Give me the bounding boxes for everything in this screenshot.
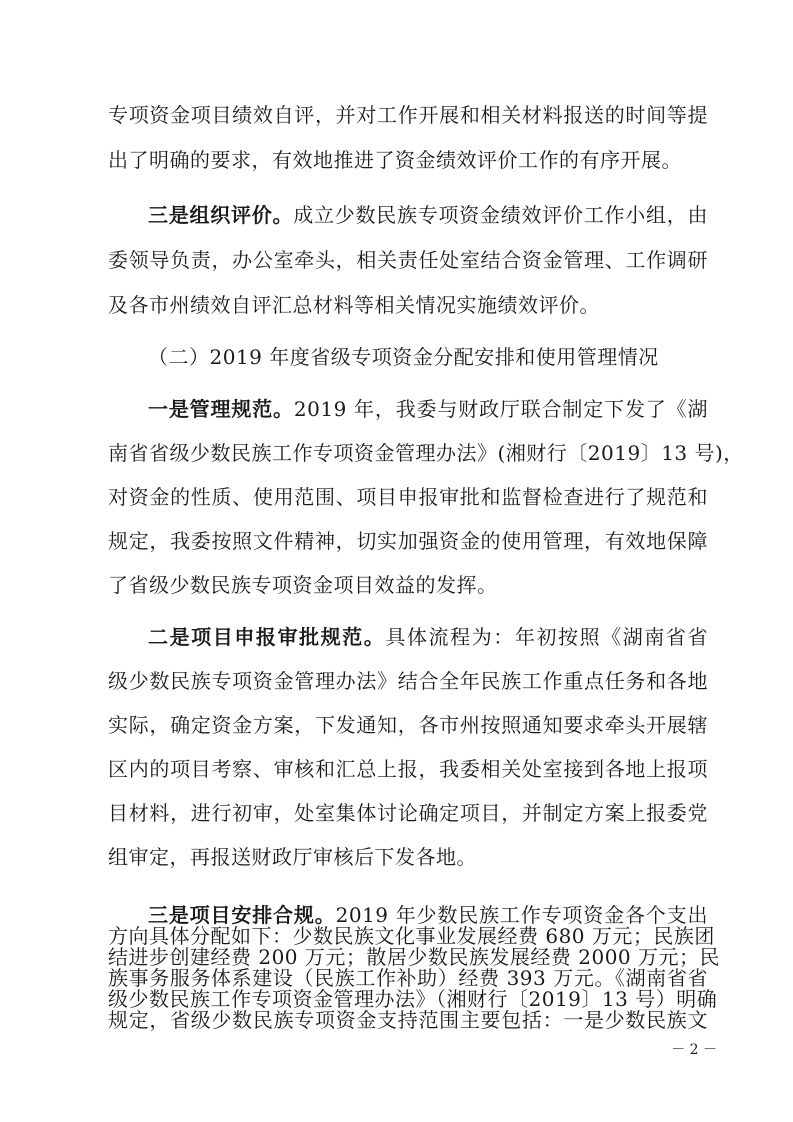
text-line: 及各市州绩效自评汇总材料等相关情况实施绩效评价。 (108, 293, 600, 317)
paragraph-lead: 一是管理规范。 (148, 397, 294, 421)
paragraph-lead: 三是组织评价。 (148, 203, 294, 227)
paragraph-text: 成立少数民族专项资金绩效评价工作小组，由 (293, 203, 708, 227)
text-line: 级少数民族专项资金管理办法》结合全年民族工作重点任务和各地 (108, 669, 708, 693)
paragraph-text: 2019 年，我委与财政厅联合制定下发了《湖 (293, 397, 708, 421)
text-line: 南省省级少数民族工作专项资金管理办法》(湘财行〔2019〕13 号)， (108, 441, 744, 465)
text-line: 了省级少数民族专项资金项目效益的发挥。 (108, 573, 498, 597)
text-line: 对资金的性质、使用范围、项目申报审批和监督检查进行了规范和 (108, 485, 708, 509)
paragraph-lead: 二是项目申报审批规范。 (148, 625, 386, 649)
text-line: 族事务服务体系建设（民族工作补助）经费 393 万元。《湖南省省 (108, 966, 708, 990)
text-line: 规定，我委按照文件精神，切实加强资金的使用管理，有效地保障 (108, 529, 708, 553)
text-line: 目材料，进行初审，处室集体讨论确定项目，并制定方案上报委党 (108, 801, 708, 825)
text-line (148, 620, 708, 654)
text-line: 结进步创建经费 200 万元；散居少数民族发展经费 2000 万元；民 (108, 945, 721, 969)
text-line: 级少数民族工作专项资金管理办法》（湘财行〔2019〕13 号）明确 (108, 987, 718, 1011)
text-line: 出了明确的要求，有效地推进了资金绩效评价工作的有序开展。 (108, 148, 682, 172)
text-line (148, 198, 708, 232)
text-line: 区内的项目考察、审核和汇总上报，我委相关处室接到各地上报项 (108, 757, 708, 781)
text-line: 组审定，再报送财政厅审核后下发各地。 (108, 845, 477, 869)
section-heading: （二）2019 年度省级专项资金分配安排和使用管理情况 (148, 345, 659, 369)
text-line: 专项资金项目绩效自评，并对工作开展和相关材料报送的时间等提 (108, 103, 708, 127)
text-line: 委领导负责，办公室牵头，相关责任处室结合资金管理、工作调研 (108, 248, 708, 272)
paragraph-text: 2019 年少数民族工作专项资金各个支出 (335, 903, 708, 927)
page-number: － 2 － (671, 1042, 717, 1058)
text-line: 方向具体分配如下：少数民族文化事业发展经费 680 万元；民族团 (108, 924, 715, 948)
paragraph-text: 具体流程为：年初按照《湖南省省 (385, 625, 709, 649)
text-line: 实际，确定资金方案，下发通知，各市州按照通知要求牵头开展辖 (108, 713, 708, 737)
text-line (148, 392, 708, 426)
text-line: 规定，省级少数民族专项资金支持范围主要包括：一是少数民族文 (108, 1008, 708, 1032)
paragraph-lead: 三是项目安排合规。 (148, 903, 336, 927)
